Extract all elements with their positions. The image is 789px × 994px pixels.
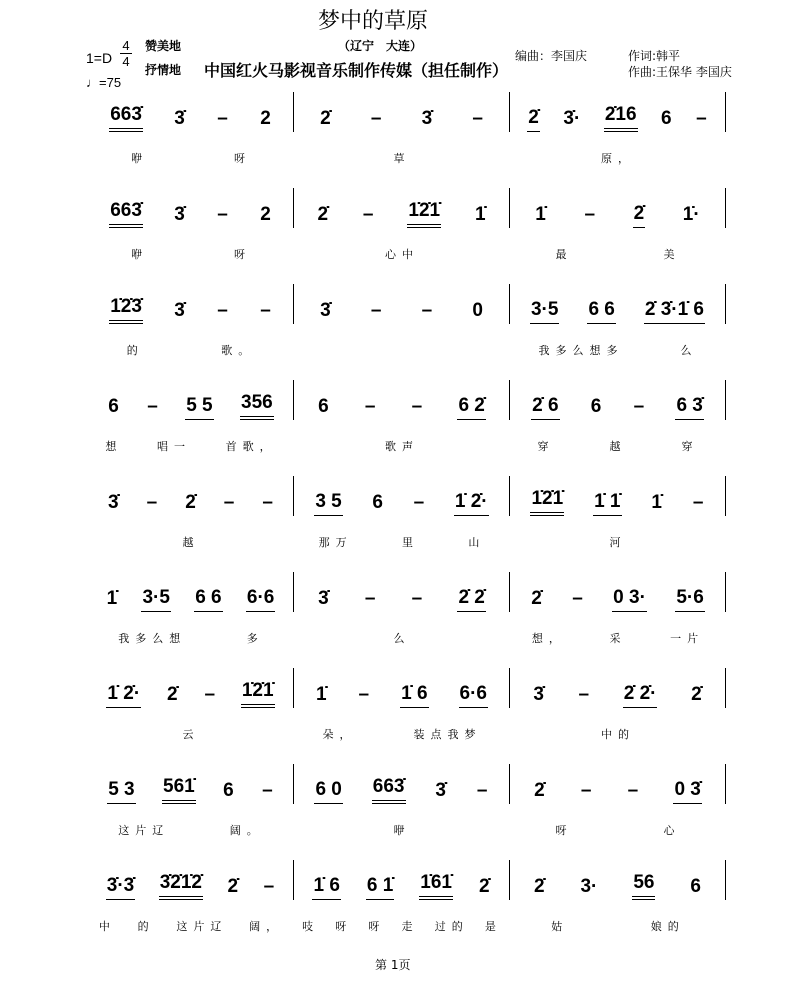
measure — [294, 668, 510, 708]
measure — [510, 92, 726, 132]
note-group: 2̇ — [534, 780, 545, 801]
staff-row — [88, 572, 726, 612]
note-group: – — [578, 684, 590, 705]
lyrics-measure — [294, 438, 510, 454]
lyrics-measure — [294, 918, 510, 934]
lyrics-row — [88, 630, 726, 646]
note-group: 6 — [318, 396, 329, 417]
note-group: – — [627, 780, 639, 801]
measure — [510, 476, 726, 516]
note-group: – — [260, 300, 271, 321]
note-group: 1̇· — [682, 204, 700, 225]
note-group: 5 5 — [185, 395, 213, 420]
note-group: 2̇ — [185, 492, 196, 513]
measure — [294, 764, 510, 804]
note-group: 6 6 — [194, 587, 222, 612]
note-group: 2̇ — [167, 684, 178, 705]
lyric: 吱 — [302, 920, 320, 933]
note-group: 3̇ — [318, 588, 329, 609]
note-group: – — [263, 876, 275, 897]
note-group: 3̇ — [174, 108, 185, 129]
note-group: – — [584, 204, 596, 225]
note-group: – — [633, 396, 645, 417]
note-group: – — [364, 588, 376, 609]
note-group: 2̇ — [320, 108, 331, 129]
note-group: – — [411, 588, 423, 609]
lyric: 我多么想多 — [538, 344, 624, 357]
measure — [294, 860, 510, 900]
lyrics-measure — [294, 342, 510, 358]
note-group: 1̇ 1̇ — [593, 491, 621, 516]
note-group: 1̇ 6 — [400, 683, 428, 708]
lyrics-measure — [88, 342, 294, 358]
note-group: – — [217, 204, 228, 225]
note-group: 2 — [260, 108, 271, 129]
lyric: 我多么想 — [118, 632, 187, 645]
note-group: 56 — [632, 872, 655, 900]
note-group: 3̇· — [563, 108, 581, 129]
note-group: 663̇ — [109, 200, 143, 228]
note-group: 3̇ — [320, 300, 331, 321]
note-group: 6 — [590, 396, 602, 417]
lyric: 首歌， — [225, 440, 277, 453]
lyrics-measure — [510, 246, 726, 262]
note-group: – — [262, 492, 273, 513]
note-group: 6 1̇ — [366, 875, 394, 900]
note-group: – — [223, 492, 235, 513]
lyrics-row — [88, 534, 726, 550]
note-group: 3̇ — [533, 684, 544, 705]
note-group: – — [358, 684, 370, 705]
lyric: 唱一 — [156, 440, 191, 453]
lyrics-row — [88, 246, 726, 262]
note-group: 2̇ — [527, 107, 540, 132]
lyric: 阔， — [249, 920, 284, 933]
measure — [294, 284, 510, 324]
producer-credit: 中国红火马影视音乐制作传媒（担任制作） — [204, 61, 509, 80]
lyrics-measure — [294, 630, 510, 646]
lyric: 呀 — [555, 824, 573, 837]
note-group: 3·5 — [530, 299, 559, 324]
key-signature: 1=D — [86, 50, 113, 66]
lyric: 朵， — [322, 728, 357, 741]
lyrics-measure — [88, 246, 294, 262]
note-group: 2̇ — [317, 204, 329, 225]
lyric: 采 — [609, 632, 627, 645]
note-group: 3̇·3̇ — [106, 875, 135, 900]
lyrics-measure — [294, 150, 510, 166]
staff-row — [88, 284, 726, 324]
note-group: 1̇2̇3̇ — [109, 296, 143, 324]
measure — [294, 572, 510, 612]
note-group: 6 0 — [314, 779, 342, 804]
note-group: 3·5 — [141, 587, 170, 612]
arranger-credit: 编曲：李国庆 — [515, 49, 588, 63]
measure — [294, 92, 510, 132]
note-group: – — [696, 108, 707, 129]
lyrics-measure — [510, 630, 726, 646]
note-group: – — [692, 492, 704, 513]
note-group: 0 — [472, 300, 483, 321]
note-group: 1̇ 2̇· — [454, 491, 489, 516]
lyrics-measure — [88, 534, 294, 550]
lyrics-measure — [88, 150, 294, 166]
lyrics-measure — [510, 918, 726, 934]
note-group: 1̇ — [315, 684, 327, 705]
measure — [510, 860, 726, 900]
lyric: 歌。 — [221, 344, 256, 357]
lyric: 呀 — [335, 920, 353, 933]
lyric: 咿 — [393, 824, 411, 837]
note-group: 1̇ — [474, 204, 486, 225]
lyric: 装点我梦 — [413, 728, 482, 741]
measure — [88, 572, 294, 612]
measure — [510, 572, 726, 612]
note-group: – — [204, 684, 216, 705]
lyric: 的 — [126, 344, 144, 357]
song-title: 梦中的草原 — [318, 9, 429, 34]
measure — [510, 284, 726, 324]
note-group: 5 3 — [107, 779, 135, 804]
lyrics-measure — [510, 726, 726, 742]
lyric: 呀 — [368, 920, 386, 933]
lyricist-credit: 作词:韩平 — [628, 49, 681, 63]
lyric: 云 — [182, 728, 200, 741]
lyrics-measure — [88, 918, 294, 934]
note-group: 2̇ 3̇·1̇ 6 — [644, 299, 705, 324]
note-group: 1̇2̇1̇ — [530, 488, 564, 516]
note-group: – — [472, 108, 483, 129]
note-group: – — [580, 780, 592, 801]
note-group: 2̇ 2̇· — [623, 683, 658, 708]
lyric: 的 — [137, 920, 155, 933]
lyric: 走 — [401, 920, 419, 933]
note-group: 1̇2̇1̇ — [407, 200, 441, 228]
lyric: 心 — [663, 824, 681, 837]
note-group: – — [370, 108, 382, 129]
measure — [294, 380, 510, 420]
lyric: 咿 — [131, 152, 148, 165]
note-group: 2̇ — [531, 588, 542, 609]
measure — [510, 188, 726, 228]
lyric: 歌声 — [385, 440, 419, 453]
measure — [510, 380, 726, 420]
note-group: 1̇61̇ — [419, 872, 453, 900]
lyric: 想， — [531, 632, 566, 645]
staff-row — [88, 860, 726, 900]
lyric: 中 — [98, 920, 116, 933]
staff-row — [88, 764, 726, 804]
measure — [294, 188, 510, 228]
note-group: 6 — [372, 492, 383, 513]
note-group: 3̇ — [435, 780, 446, 801]
note-group: 2 — [260, 204, 271, 225]
lyric: 么 — [393, 632, 411, 645]
note-group: – — [146, 492, 158, 513]
note-group: – — [370, 300, 382, 321]
lyrics-row — [88, 726, 726, 742]
staff-row — [88, 188, 726, 228]
note-group: 2̇ — [691, 684, 702, 705]
lyrics-measure — [510, 822, 726, 838]
note-group: – — [421, 300, 433, 321]
note-group: 2̇ — [633, 203, 646, 228]
note-group: – — [362, 204, 374, 225]
note-group: 3 5 — [314, 491, 342, 516]
lyrics-measure — [510, 438, 726, 454]
note-group: – — [262, 780, 273, 801]
measure — [510, 668, 726, 708]
note-group: 1̇ — [651, 492, 662, 513]
note-group: – — [411, 396, 423, 417]
note-group: 2̇ — [478, 876, 490, 897]
lyrics-measure — [88, 726, 294, 742]
lyrics-measure — [88, 630, 294, 646]
tempo-mark: ♩=75 — [86, 75, 122, 90]
time-signature — [120, 38, 132, 69]
note-group: – — [572, 588, 583, 609]
measure — [88, 764, 294, 804]
lyrics-row — [88, 918, 726, 934]
measure — [88, 92, 294, 132]
lyric: 里 — [401, 536, 419, 549]
lyrics-measure — [88, 438, 294, 454]
note-group: 6 3̇ — [675, 395, 703, 420]
note-group: 3· — [580, 876, 598, 897]
lyric: 咿 — [131, 248, 148, 261]
measure — [88, 476, 294, 516]
lyric: 么 — [680, 344, 698, 357]
note-group: – — [217, 108, 228, 129]
composer-credit: 作曲:王保华 李国庆 — [628, 65, 732, 79]
note-group: 3̇ — [108, 492, 119, 513]
note-group: 3̇ — [174, 300, 185, 321]
note-group: – — [364, 396, 376, 417]
note-group: 0 3̇ — [673, 779, 701, 804]
note-group: 356 — [240, 392, 274, 420]
staff-row — [88, 668, 726, 708]
note-group: 1̇ 2̇· — [106, 683, 141, 708]
note-group: 561̇ — [162, 776, 196, 804]
note-group: 663̇ — [372, 776, 406, 804]
note-group: 6·6 — [246, 587, 275, 612]
note-group: – — [413, 492, 425, 513]
lyrics-measure — [294, 822, 510, 838]
note-group: 1̇ — [535, 204, 546, 225]
note-group: 0 3· — [612, 587, 647, 612]
lyric: 这片辽 — [176, 920, 228, 933]
lyric: 越 — [182, 536, 200, 549]
note-group: 6 — [223, 780, 234, 801]
time-signature-bottom: 4 — [122, 54, 130, 69]
lyric: 穿 — [537, 440, 555, 453]
lyrics-measure — [510, 150, 726, 166]
lyric: 心中 — [385, 248, 419, 261]
lyric: 姑 — [551, 920, 569, 933]
lyrics-measure — [88, 822, 294, 838]
lyric: 呀 — [234, 248, 251, 261]
expression-mark-2: 抒情地 — [145, 63, 182, 77]
measure — [88, 284, 294, 324]
measure — [88, 188, 294, 228]
note-group: 1̇2̇1̇ — [241, 680, 275, 708]
note-group: 2̇16 — [604, 104, 638, 132]
lyrics-row — [88, 822, 726, 838]
lyric: 想 — [105, 440, 123, 453]
note-group: 6 2̇ — [457, 395, 485, 420]
staff-row — [88, 380, 726, 420]
time-signature-top: 4 — [122, 38, 130, 53]
note-group: 2̇ 6 — [531, 395, 559, 420]
staff-row — [88, 476, 726, 516]
note-group: 5·6 — [675, 587, 704, 612]
page-number: 第 1页 — [375, 958, 411, 972]
note-group: 663̇ — [109, 104, 143, 132]
note-group: 1̇ — [106, 588, 118, 609]
lyric: 这片辽 — [118, 824, 170, 837]
lyric: 穿 — [681, 440, 699, 453]
lyric: 越 — [609, 440, 627, 453]
lyric: 是 — [484, 920, 502, 933]
measure — [88, 380, 294, 420]
lyric: 中的 — [601, 728, 635, 741]
note-group: 6 — [690, 876, 701, 897]
lyrics-measure — [510, 342, 726, 358]
note-group: – — [476, 780, 488, 801]
lyrics-row — [88, 342, 726, 358]
note-group: – — [217, 300, 228, 321]
note-group: 6 — [108, 396, 119, 417]
note-group: 1̇ 6 — [312, 875, 340, 900]
lyrics-measure — [294, 534, 510, 550]
lyric: 山 — [468, 536, 486, 549]
note-group: – — [147, 396, 158, 417]
lyric: 最 — [555, 248, 573, 261]
lyric: 呀 — [234, 152, 251, 165]
lyric: 娘的 — [650, 920, 685, 933]
note-group: 3̇ — [174, 204, 185, 225]
lyric: 过的 — [434, 920, 469, 933]
measure — [294, 476, 510, 516]
lyrics-row — [88, 438, 726, 454]
measure — [510, 764, 726, 804]
lyric: 草 — [393, 152, 411, 165]
note-group: 3̇ — [421, 108, 433, 129]
staff-row — [88, 92, 726, 132]
lyrics-measure — [510, 534, 726, 550]
note-group: 2̇ — [227, 876, 239, 897]
measure — [88, 668, 294, 708]
lyrics-measure — [294, 246, 510, 262]
note-group: 6·6 — [459, 683, 488, 708]
lyric: 一片 — [670, 632, 705, 645]
region-label: （辽宁 大连） — [338, 39, 423, 53]
expression-mark-1: 赞美地 — [145, 39, 182, 53]
note-group: 6 6 — [587, 299, 615, 324]
lyrics-measure — [294, 726, 510, 742]
note-group: 2̇ — [533, 876, 545, 897]
note-group: 3̇2̇1̇2̇ — [159, 872, 203, 900]
lyrics-row — [88, 150, 726, 166]
lyric: 美 — [663, 248, 681, 261]
note-group: 6 — [661, 108, 672, 129]
lyric: 河 — [609, 536, 627, 549]
lyric: 原， — [601, 152, 635, 165]
lyric: 多 — [246, 632, 264, 645]
lyric: 那万 — [318, 536, 353, 549]
lyric: 阔。 — [229, 824, 264, 837]
note-group: 2̇ 2̇ — [457, 587, 485, 612]
measure — [88, 860, 294, 900]
